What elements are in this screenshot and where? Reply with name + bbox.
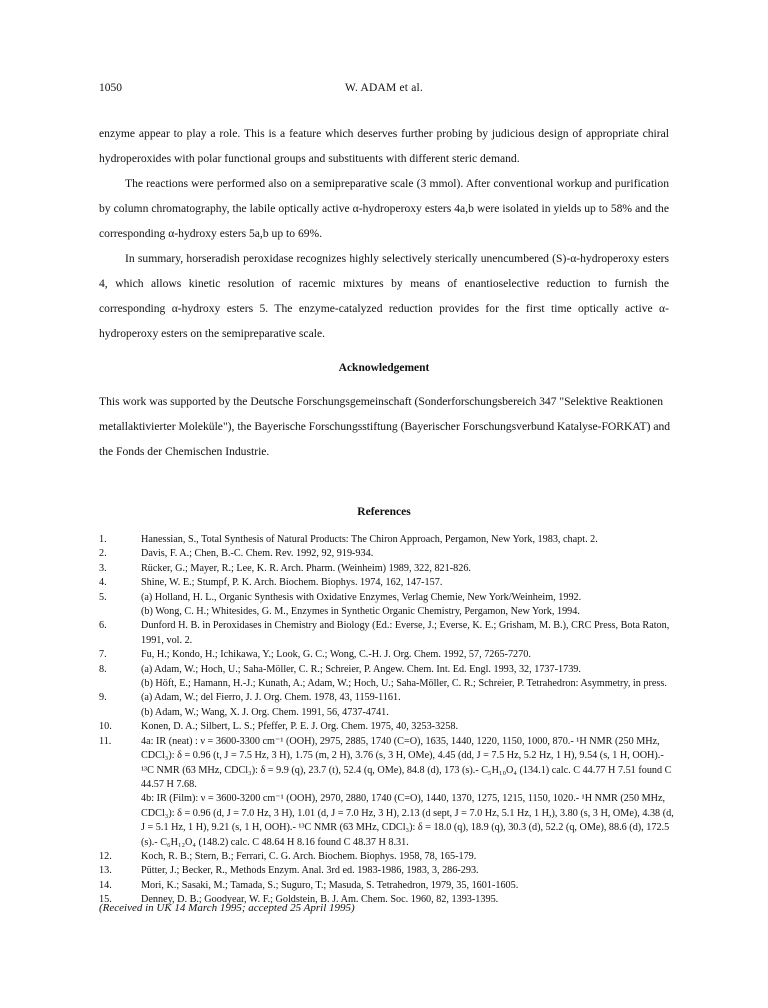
- references-list: [99, 533, 679, 908]
- reference-text: Rücker, G.; Mayer, R.; Lee, K. R. Arch. Pharm. (Weinheim) 1989, 322, 821-826.: [141, 562, 471, 574]
- reference-number: 3.: [99, 562, 107, 574]
- reference-text: Mori, K.; Sasaki, M.; Tamada, S.; Suguro, T.; Masuda, S. Tetrahedron, 1979, 35, 1601-1605.: [141, 879, 519, 891]
- reference-text: (b) Wong, C. H.; Whitesides, G. M., Enzymes in Synthetic Organic Chemistry, Pergamon, New York, 1994.: [141, 606, 580, 618]
- reference-number: 1.: [99, 534, 107, 545]
- reference-item: [99, 864, 679, 878]
- reference-text: Davis, F. A.; Chen, B.-C. Chem. Rev. 1992, 92, 919-934.: [141, 548, 374, 560]
- reference-number: 11.: [99, 735, 112, 747]
- reference-number: 15.: [99, 894, 112, 906]
- page-number: 1050: [99, 82, 122, 94]
- paragraph-2: The reactions were performed also on a semipreparative scale (3 mmol). After conventional workup and purification by column chromatography, the labile optically active α-hydroperoxy esters 4a,b were isolated in yields up to 58% and the corresponding α-hydroxy esters 5a,b up to 69%.: [99, 177, 669, 240]
- received-note: (Received in UK 14 March 1995; accepted 25 April 1995): [99, 902, 355, 914]
- reference-item: [99, 850, 679, 864]
- reference-text: Konen, D. A.; Silbert, L. S.; Pfeffer, P. E. J. Org. Chem. 1975, 40, 3253-3258.: [141, 721, 458, 733]
- reference-text: (a) Holland, H. L., Organic Synthesis with Oxidative Enzymes, Verlag Chemie, New York/Weinheim, 1992.: [141, 591, 582, 603]
- references-title: References: [357, 506, 411, 518]
- paragraph-1: enzyme appear to play a role. This is a feature which deserves further probing by judicious design of appropriate chiral hydroperoxides with polar functional groups and substituents with different steric demand.: [99, 127, 669, 165]
- paragraph-3: In summary, horseradish peroxidase recognizes highly selectively sterically unencumbered (S)-α-hydroperoxy esters 4, which allows kinetic resolution of racemic mixtures by means of enantioselective reduction to furnish the corresponding α-hydroxy esters 5. The enzyme-catalyzed reduction provides for the first time optically active α-hydroperoxy esters on the semipreparative scale.: [99, 252, 669, 340]
- reference-item: [99, 648, 679, 662]
- reference-item: [99, 576, 679, 590]
- reference-text: Shine, W. E.; Stumpf, P. K. Arch. Biochem. Biophys. 1974, 162, 147-157.: [141, 577, 443, 589]
- reference-item: [99, 547, 679, 561]
- reference-text: Dunford H. B. in Peroxidases in Chemistry and Biology (Ed.: Everse, J.; Everse, K. E.; Grisham, M. B.), CRC Press, Bota Raton, 1991, vol. 2.: [141, 620, 670, 646]
- reference-number: 8.: [99, 663, 107, 675]
- reference-number: 13.: [99, 865, 112, 877]
- reference-text: Denney, D. B.; Goodyear, W. F.; Goldstein, B. J. Am. Chem. Soc. 1960, 82, 1393-1395.: [141, 894, 499, 906]
- reference-number: 4.: [99, 577, 107, 589]
- acknowledgement-title: Acknowledgement: [338, 362, 430, 374]
- acknowledgement-text: This work was supported by the Deutsche Forschungsgemeinschaft (Sonderforschungsbereich 347 "Selektive Reaktionen metallaktivierter Moleküle"), the Bayerische Forschungsstiftung (Bayerischer Forschungsverbund Katalyse-FORKAT) and the Fonds der Chemischen Industrie.: [99, 395, 671, 458]
- reference-number: 10.: [99, 721, 112, 733]
- reference-item: [99, 879, 679, 893]
- reference-number: 6.: [99, 620, 107, 632]
- reference-text: (a) Adam, W.; Hoch, U.; Saha-Möller, C. R.; Schreier, P. Angew. Chem. Int. Ed. Engl. 1993, 32, 1737-1739.: [141, 663, 581, 675]
- reference-text: 4a: IR (neat) : ν = 3600-3300 cm⁻¹ (OOH), 2975, 2885, 1740 (C=O), 1635, 1440, 1220, 1150, 1000, 870.- ¹H NMR (250 MHz, CDCl₃): δ = 0.96 (t, J = 7.5 Hz, 3 H), 1.75 (m, 2 H), 3.76 (s, 3 H, OMe), 4.45 (dd, J = 7.5 Hz, 5.2 Hz, 1 H), 9.54 (s, 1 H, OOH).- ¹³C NMR (63 MHz, CDCl₃): δ = 9.9 (q), 23.7 (t), 52.4 (q, OMe), 84.8 (d), 173 (s).- C₅H₁₀O₄ (134.1) calc. C 44.77 H 7.51 found C 44.57 H 7.68.: [141, 735, 672, 790]
- reference-item: [99, 735, 679, 850]
- reference-text: (b) Höft, E.; Hamann, H.-J.; Kunath, A.; Adam, W.; Hoch, U.; Saha-Möller, C. R.; Schreier, P. Tetrahedron: Asymmetry, in press.: [141, 678, 667, 690]
- reference-item: [99, 591, 679, 620]
- reference-text: (b) Adam, W.; Wang, X. J. Org. Chem. 1991, 56, 4737-4741.: [141, 706, 389, 718]
- reference-number: 7.: [99, 649, 107, 661]
- reference-text: Fu, H.; Kondo, H.; Ichikawa, Y.; Look, G. C.; Wong, C.-H. J. Org. Chem. 1992, 57, 7265-7270.: [141, 649, 531, 661]
- reference-number: 2.: [99, 548, 107, 560]
- reference-item: [99, 619, 679, 648]
- reference-number: 12.: [99, 850, 112, 862]
- reference-text: Pütter, J.; Becker, R., Methods Enzym. Anal. 3rd ed. 1983-1986, 1983, 3, 286-293.: [141, 865, 479, 877]
- reference-item: [99, 720, 679, 734]
- reference-text: (a) Adam, W.; del Fierro, J. J. Org. Chem. 1978, 43, 1159-1161.: [141, 692, 401, 704]
- reference-item: [99, 562, 679, 576]
- reference-item: [99, 533, 679, 547]
- reference-number: 5.: [99, 591, 107, 603]
- reference-number: 9.: [99, 692, 107, 704]
- reference-number: 14.: [99, 879, 112, 891]
- reference-text: 4b: IR (Film): ν = 3600-3200 cm⁻¹ (OOH), 2970, 2880, 1740 (C=O), 1440, 1370, 1275, 1215, 1150, 1020.- ¹H NMR (250 MHz, CDCl₃): δ = 0.96 (d, J = 7.0 Hz, 3 H), 1.01 (d, J = 7.0 Hz, 3 H), 2.13 (d sept, J = 7.0 Hz, 5.1 Hz, 1 H,), 3.80 (s, 3 H, OMe), 4.38 (d, J = 5.1 Hz, 1 H), 9.21 (s, 1 H, OOH).- ¹³C NMR (63 MHz, CDCl₃): δ = 18.0 (q), 18.9 (q), 30.3 (d), 52.2 (q, OMe), 88.6 (d), 172.5 (s).- C₆H₁₂O₄ (148.2) calc. C 48.64 H 8.16 found C 48.37 H 8.31.: [141, 793, 674, 848]
- reference-item: [99, 663, 679, 692]
- reference-item: [99, 691, 679, 720]
- reference-text: Koch, R. B.; Stern, B.; Ferrari, C. G. Arch. Biochem. Biophys. 1958, 78, 165-179.: [141, 850, 477, 862]
- running-head: W. ADAM et al.: [344, 82, 424, 94]
- reference-text: Hanessian, S., Total Synthesis of Natural Products: The Chiron Approach, Pergamon, New York, 1983, chapt. 2.: [141, 534, 598, 545]
